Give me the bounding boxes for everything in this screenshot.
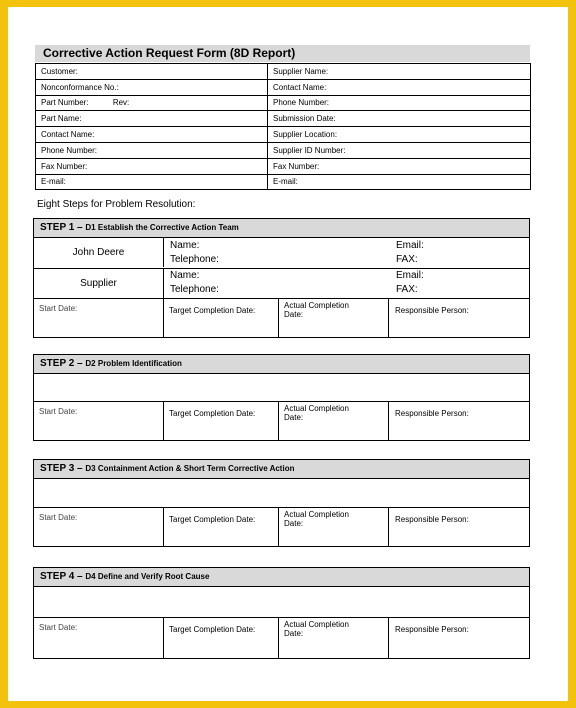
step-dash: –: [74, 571, 86, 582]
start-date-cell[interactable]: [34, 402, 164, 440]
start-date-label: Start Date:: [39, 513, 78, 522]
actual-completion-date-label: Date:: [284, 629, 304, 638]
eight-steps-heading: Eight Steps for Problem Resolution:: [37, 199, 196, 210]
actual-completion-date-label: Date:: [284, 413, 304, 422]
step-2-section: [33, 354, 530, 441]
step-number: STEP 3: [40, 463, 75, 474]
target-date-cell[interactable]: [164, 402, 279, 440]
responsible-person-label: Responsible Person:: [395, 409, 469, 418]
part-number-label: Part Number:: [41, 98, 89, 108]
target-completion-label: Target Completion Date:: [169, 306, 256, 315]
actual-completion-date-label: Date:: [284, 310, 304, 319]
info-row: [36, 127, 531, 143]
team-row-supplier: [34, 268, 529, 298]
step-description: D1 Establish the Corrective Action Team: [85, 223, 239, 232]
part-name-field[interactable]: Part Name:: [36, 111, 268, 127]
step-2-header: [34, 355, 529, 374]
fax-label[interactable]: FAX:: [396, 284, 418, 295]
responsible-person-cell[interactable]: [389, 508, 529, 546]
telephone-label[interactable]: Telephone:: [170, 254, 219, 265]
form-title: Corrective Action Request Form (8D Report): [43, 46, 296, 60]
part-number-field[interactable]: [36, 95, 268, 111]
email-label[interactable]: Email:: [396, 270, 424, 281]
nonconformance-field[interactable]: Nonconformance No.:: [36, 79, 268, 95]
org-john-deere: John Deere: [34, 238, 164, 267]
actual-completion-label: Actual Completion: [284, 620, 349, 629]
start-date-cell[interactable]: [34, 618, 164, 658]
supplier-name-field[interactable]: Supplier Name:: [268, 64, 531, 80]
name-label[interactable]: Name:: [170, 270, 200, 281]
actual-completion-label: Actual Completion: [284, 510, 349, 519]
actual-completion-label: Actual Completion: [284, 404, 349, 413]
actual-completion-label: Actual Completion: [284, 301, 349, 310]
name-label[interactable]: Name:: [170, 240, 200, 251]
target-completion-label: Target Completion Date:: [169, 409, 256, 418]
start-date-label: Start Date:: [39, 304, 78, 313]
start-date-cell[interactable]: [34, 508, 164, 546]
customer-field[interactable]: Customer:: [36, 64, 268, 80]
dates-row: [34, 617, 529, 658]
info-row: [36, 95, 531, 111]
fax-label[interactable]: FAX:: [396, 254, 418, 265]
target-date-cell[interactable]: [164, 299, 279, 337]
step-dash: –: [74, 222, 86, 233]
dates-row: [34, 298, 529, 337]
info-row: [36, 158, 531, 174]
supplier-phone-field[interactable]: Phone Number:: [268, 95, 531, 111]
actual-date-cell[interactable]: [279, 508, 389, 546]
supplier-location-field[interactable]: Supplier Location:: [268, 127, 531, 143]
supplier-id-field[interactable]: Supplier ID Number:: [268, 142, 531, 158]
responsible-person-label: Responsible Person:: [395, 515, 469, 524]
responsible-person-label: Responsible Person:: [395, 625, 469, 634]
step-number: STEP 4: [40, 571, 75, 582]
start-date-label: Start Date:: [39, 623, 78, 632]
supplier-fax-field[interactable]: Fax Number:: [268, 158, 531, 174]
step-1-section: [33, 218, 530, 338]
step-1-header: [34, 219, 529, 238]
step-3-header: [34, 460, 529, 479]
form-title-bar: [35, 45, 530, 62]
responsible-person-cell[interactable]: [389, 402, 529, 440]
dates-row: [34, 507, 529, 546]
step-description: D4 Define and Verify Root Cause: [85, 572, 210, 581]
step-description: D2 Problem Identification: [85, 359, 182, 368]
step-dash: –: [74, 463, 86, 474]
info-row: [36, 79, 531, 95]
telephone-label[interactable]: Telephone:: [170, 284, 219, 295]
info-table: [35, 63, 531, 190]
responsible-person-label: Responsible Person:: [395, 306, 469, 315]
step-number: STEP 1: [40, 222, 75, 233]
step-description: D3 Containment Action & Short Term Corrective Action: [85, 464, 295, 473]
submission-date-field[interactable]: Submission Date:: [268, 111, 531, 127]
contact-name-field[interactable]: Contact Name:: [36, 127, 268, 143]
actual-date-cell[interactable]: [279, 402, 389, 440]
step-number: STEP 2: [40, 358, 75, 369]
step-4-header: [34, 568, 529, 587]
info-row: [36, 142, 531, 158]
target-completion-label: Target Completion Date:: [169, 625, 256, 634]
step-3-section: [33, 459, 530, 547]
actual-completion-date-label: Date:: [284, 519, 304, 528]
email-field[interactable]: E-mail:: [36, 174, 268, 190]
target-completion-label: Target Completion Date:: [169, 515, 256, 524]
actual-date-cell[interactable]: [279, 299, 389, 337]
phone-number-field[interactable]: Phone Number:: [36, 142, 268, 158]
supplier-email-field[interactable]: E-mail:: [273, 177, 298, 187]
dates-row: [34, 401, 529, 440]
team-row-john-deere: [34, 238, 529, 267]
responsible-person-cell[interactable]: [389, 299, 529, 337]
start-date-cell[interactable]: [34, 299, 164, 337]
actual-date-cell[interactable]: [279, 618, 389, 658]
target-date-cell[interactable]: [164, 618, 279, 658]
rev-label: Rev:: [112, 98, 130, 108]
org-supplier: Supplier: [34, 269, 164, 298]
info-row: [36, 64, 531, 80]
supplier-contact-field[interactable]: Contact Name:: [268, 79, 531, 95]
info-row: [36, 174, 531, 190]
fax-number-field[interactable]: Fax Number:: [36, 158, 268, 174]
responsible-person-cell[interactable]: [389, 618, 529, 658]
email-label[interactable]: Email:: [396, 240, 424, 251]
step-4-section: [33, 567, 530, 659]
step-dash: –: [74, 358, 86, 369]
info-row: [36, 111, 531, 127]
start-date-label: Start Date:: [39, 407, 78, 416]
target-date-cell[interactable]: [164, 508, 279, 546]
